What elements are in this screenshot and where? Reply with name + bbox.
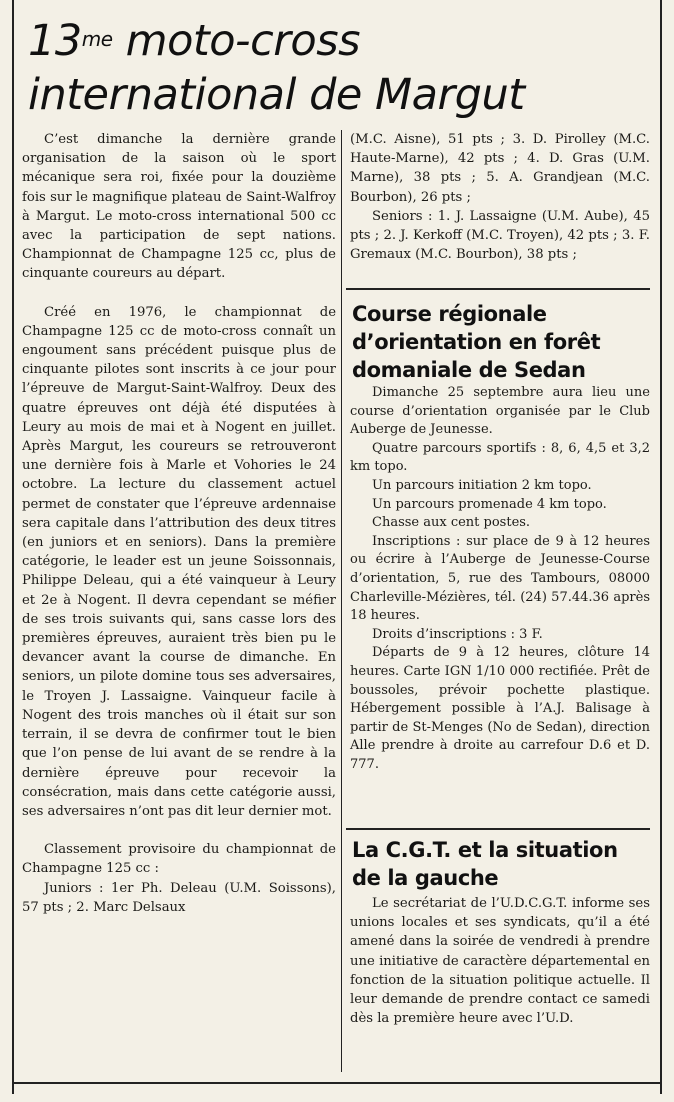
moto-article-body (22, 130, 336, 917)
cgt-title: La C.G.T. et la situation de la gauche (352, 838, 618, 890)
headline-number: 13 (28, 16, 82, 66)
orientation-article-body (350, 384, 650, 774)
orientation-paragraph-8: Départs de 9 à 12 heures, clôture 14 heures. Carte IGN 1/10 000 rectifiée. Prêt de boussoles, prévoir pochette plastique. Hébergement possible à l’A.J. Balisage à partir de St-Menges (No de Sedan), direction Alle prendre à droite au carrefour D.6 et D. 777. (350, 645, 650, 772)
headline-superscript: me (81, 27, 113, 51)
moto-paragraph-2: Créé en 1976, le championnat de Champagne 125 cc de moto-cross connaît un engoument sans précédent puisque plus de cinquante pilotes sont inscrits à ce jour pour l’épreuve de Margut-Saint-Walfroy. Deux des quatre épreuves ont déjà été disputées à Leury au mois de mai et à Nogent en juillet. Après Margut, les coureurs se retrouveront une dernière fois à Marle et Vohories le 24 octobre. La lecture du classement actuel permet de constater que l’épreuve ardennaise sera capitale dans l’attribution des deux titres (en juniors et en seniors). Dans la première catégorie, le leader est un jeune Soissonnais, Philippe Deleau, qui a été vainqueur à Leury et 2e à Nogent. Il devra cependant se méfier de ses trois suivants qui, sans casse lors des premières épreuves, auraient très bien pu le devancer avant la course de dimanche. En seniors, un pilote domine tous ses adversaires, le Troyen J. Lassaigne. Vainqueur facile à Nogent des trois manches où il était sur son terrain, il se devra de confirmer tout le bien que l’on pense de lui avant de se rendre à la dernière épreuve pour recevoir la consécration, mais dans cette catégorie aussi, ses adversaires n’ont pas dit leur dernier mot. (22, 304, 336, 819)
moto-article-continuation (350, 130, 650, 264)
orientation-paragraph-2: Quatre parcours sportifs : 8, 6, 4,5 et 3,2 km topo. (350, 440, 650, 475)
cgt-article-body (350, 894, 650, 1028)
section-rule-cgt (346, 828, 650, 830)
headline-line2: international de Margut (28, 70, 525, 120)
orientation-paragraph-4: Un parcours promenade 4 km topo. (372, 496, 607, 512)
column-divider-rule (341, 130, 342, 1072)
bottom-rule (14, 1082, 660, 1084)
orientation-paragraph-1: Dimanche 25 septembre aura lieu une course d’orientation organisée par le Club Auberge de Jeunesse. (350, 385, 650, 438)
orientation-paragraph-6: Inscriptions : sur place de 9 à 12 heures ou écrire à l’Auberge de Jeunesse-Course d’orientation, 5, rue des Tambours, 08000 Charleville-Mézières, tél. (24) 57.44.36 après 18 heures. (350, 533, 650, 624)
orientation-paragraph-5: Chasse aux cent postes. (372, 515, 531, 531)
cgt-paragraph-1: Le secrétariat de l’U.D.C.G.T. informe ses unions locales et ses syndicats, qu’il a été amené dans la soirée de vendredi à prendre une initiative de caractère départemental en fonction de la situation politique actuelle. Il leur demande de prendre contact ce samedi dès la première heure avec l’U.D. (350, 896, 650, 1027)
moto-paragraph-3: Classement provisoire du championnat de Champagne 125 cc : (22, 842, 336, 877)
orientation-paragraph-7: Droits d’inscriptions : 3 F. (372, 626, 543, 642)
moto-continuation: (M.C. Aisne), 51 pts ; 3. D. Pirolley (M.C. Haute-Marne), 42 pts ; 4. D. Gras (U.M. Marne), 38 pts ; 5. A. Grandjean (M.C. Bourbon), 26 pts ; (350, 132, 650, 205)
moto-paragraph-4: Juniors : 1er Ph. Deleau (U.M. Soissons), 57 pts ; 2. Marc Delsaux (22, 880, 336, 915)
headline-line1: moto-cross (112, 16, 360, 66)
orientation-title: Course régionale d’orientation en forêt domaniale de Sedan (352, 302, 601, 382)
headline (28, 14, 668, 122)
orientation-paragraph-3: Un parcours initiation 2 km topo. (372, 477, 592, 493)
moto-paragraph-1: C’est dimanche la dernière grande organisation de la saison où le sport mécanique sera roi, fixée pour la douzième fois sur le magnifique plateau de Saint-Walfroy à Margut. Le moto-cross international 500 cc avec la participation de sept nations. Championnat de Champagne 125 cc, plus de cinquante coureurs au départ. (22, 132, 336, 282)
section-rule-orientation (346, 288, 650, 290)
left-border-rule (12, 0, 14, 1094)
right-border-rule (660, 0, 662, 1094)
moto-seniors: Seniors : 1. J. Lassaigne (U.M. Aube), 45 pts ; 2. J. Kerkoff (M.C. Troyen), 42 pts ; 3. F. Gremaux (M.C. Bourbon), 38 pts ; (350, 208, 650, 263)
